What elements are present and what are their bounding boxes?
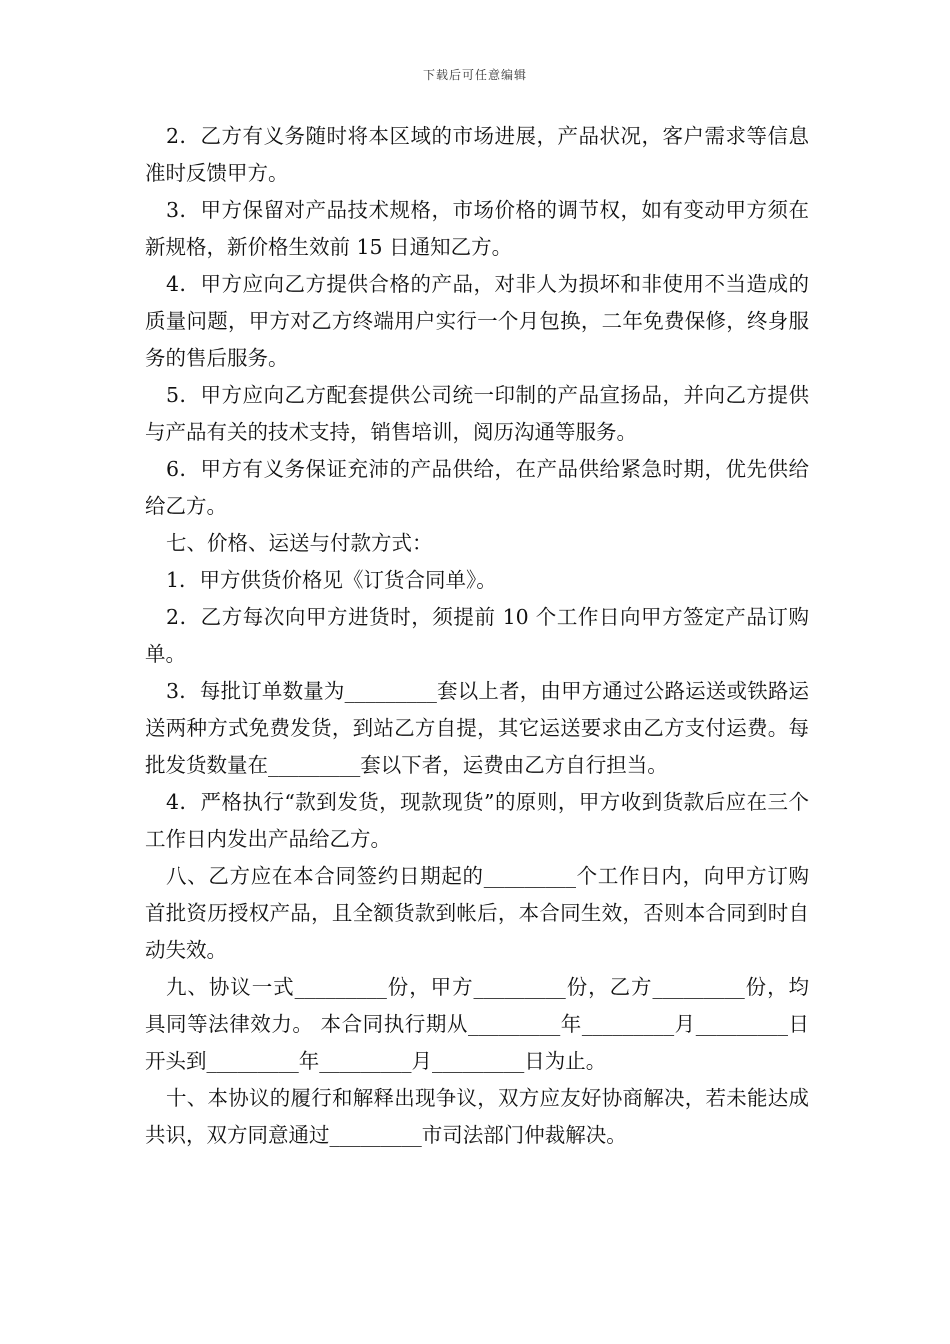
paragraph-clause-6: 6．甲方有义务保证充沛的产品供给，在产品供给紧急时期，优先供给给乙方。 [145, 457, 809, 518]
paragraph-clause-5: 5．甲方应向乙方配套提供公司统一印制的产品宣扬品，并向乙方提供与产品有关的技术支持，销售培训，阅历沟通等服务。 [145, 383, 809, 444]
paragraph-price-4: 4．严格执行“款到发货，现款现货”的原则，甲方收到货款后应在三个工作日内发出产品给乙方。 [145, 790, 809, 851]
paragraph-clause-2: 2．乙方有义务随时将本区域的市场进展，产品状况，客户需求等信息准时反馈甲方。 [145, 124, 809, 185]
document-body [145, 118, 809, 1154]
paragraph-clause-3: 3．甲方保留对产品技术规格，市场价格的调节权，如有变动甲方须在新规格，新价格生效前 15 日通知乙方。 [145, 198, 809, 259]
paragraph-price-1: 1．甲方供货价格见《订货合同单》。 [166, 568, 497, 592]
header-note: 下载后可任意编辑 [422, 68, 527, 82]
section-10: 十、本协议的履行和解释出现争议，双方应友好协商解决，若未能达成共识，双方同意通过_________市司法部门仲裁解决。 [145, 1086, 809, 1147]
section-heading-7: 七、价格、运送与付款方式： [166, 531, 433, 555]
paragraph-price-3: 3．每批订单数量为_________套以上者，由甲方通过公路运送或铁路运送两种方式免费发货，到站乙方自提，其它运送要求由乙方支付运费。每批发货数量在_________套以下者，运费由乙方自行担当。 [145, 679, 809, 777]
section-8: 八、乙方应在本合同签约日期起的_________个工作日内，向甲方订购首批资历授权产品，且全额货款到帐后，本合同生效，否则本合同到时自动失效。 [145, 864, 809, 962]
paragraph-clause-4: 4．甲方应向乙方提供合格的产品，对非人为损坏和非使用不当造成的质量问题，甲方对乙方终端用户实行一个月包换，二年免费保修，终身服务的售后服务。 [145, 272, 809, 370]
paragraph-price-2: 2．乙方每次向甲方进货时，须提前 10 个工作日向甲方签定产品订购单。 [145, 605, 809, 666]
section-9: 九、协议一式_________份，甲方_________份，乙方_________份，均具同等法律效力。 本合同执行期从_________年_________月_________日开头到_________年_________月_________日为止。 [145, 975, 809, 1073]
